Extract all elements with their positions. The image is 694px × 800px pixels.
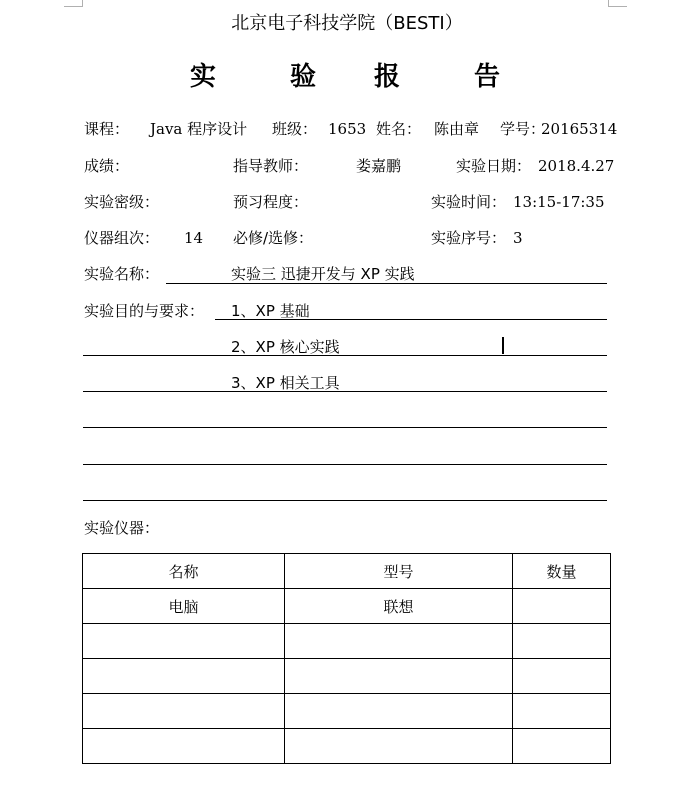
student-id-value: 20165314 (541, 120, 618, 138)
date-value: 2018.4.27 (538, 157, 615, 175)
course-value: Java 程序设计 (150, 120, 248, 138)
table-cell (285, 659, 513, 694)
table-cell (83, 694, 285, 729)
table-cell (513, 624, 611, 659)
grade-label: 成绩： (84, 157, 130, 175)
table-cell (513, 589, 611, 624)
underline (83, 355, 607, 356)
time-value: 13:15-17:35 (513, 193, 605, 211)
exp-name-label: 实验名称： (84, 265, 160, 283)
report-title-char: 实 (190, 62, 217, 92)
table-row (83, 694, 611, 729)
table-row (83, 659, 611, 694)
security-label: 实验密级： (84, 193, 160, 211)
report-title-char: 验 (290, 62, 317, 92)
report-title-char: 报 (374, 62, 401, 92)
class-label: 班级： (272, 120, 318, 138)
name-label: 姓名： (376, 120, 422, 138)
underline (83, 464, 607, 465)
table-header-row (83, 554, 611, 589)
table-cell (513, 729, 611, 764)
name-value: 陈由章 (434, 120, 480, 138)
teacher-value: 娄嘉鹏 (356, 157, 402, 175)
table-cell (285, 729, 513, 764)
table-cell (513, 659, 611, 694)
preview-label: 预习程度： (233, 193, 309, 211)
date-label: 实验日期： (456, 157, 532, 175)
page-corner-mark (608, 0, 627, 7)
table-row (83, 624, 611, 659)
underline (83, 391, 607, 392)
table-cell (83, 729, 285, 764)
column-header: 名称 (83, 554, 285, 589)
table-cell: 电脑 (83, 589, 285, 624)
instruments-table (82, 553, 611, 764)
table-cell (285, 694, 513, 729)
table-cell: 联想 (285, 589, 513, 624)
instruments-label: 实验仪器： (84, 519, 160, 537)
column-header: 型号 (285, 554, 513, 589)
table-row (83, 589, 611, 624)
underline (215, 319, 607, 320)
seq-label: 实验序号： (431, 229, 507, 247)
group-value: 14 (184, 229, 204, 247)
underline (83, 427, 607, 428)
table-cell (83, 624, 285, 659)
student-id-label: 学号： (500, 120, 546, 138)
table-cell (285, 624, 513, 659)
column-header: 数量 (513, 554, 611, 589)
purpose-item: 2、XP 核心实践 (231, 338, 340, 356)
purpose-item: 3、XP 相关工具 (231, 374, 340, 392)
group-label: 仪器组次： (84, 229, 160, 247)
teacher-label: 指导教师： (233, 157, 309, 175)
institution-heading: 北京电子科技学院（BESTI） (231, 13, 463, 34)
elective-label: 必修/选修： (233, 229, 314, 247)
class-value: 1653 (328, 120, 367, 138)
seq-value: 3 (513, 229, 523, 247)
page-corner-mark (64, 0, 83, 7)
purpose-item: 1、XP 基础 (231, 302, 310, 320)
time-label: 实验时间： (431, 193, 507, 211)
exp-name-value: 实验三 迅捷开发与 XP 实践 (231, 265, 415, 283)
underline (166, 283, 607, 284)
table-cell (513, 694, 611, 729)
underline (83, 500, 607, 501)
text-cursor (502, 337, 504, 354)
table-cell (83, 659, 285, 694)
course-label: 课程： (84, 120, 130, 138)
table-row (83, 729, 611, 764)
purpose-label: 实验目的与要求： (84, 302, 205, 320)
report-title-char: 告 (474, 62, 501, 92)
